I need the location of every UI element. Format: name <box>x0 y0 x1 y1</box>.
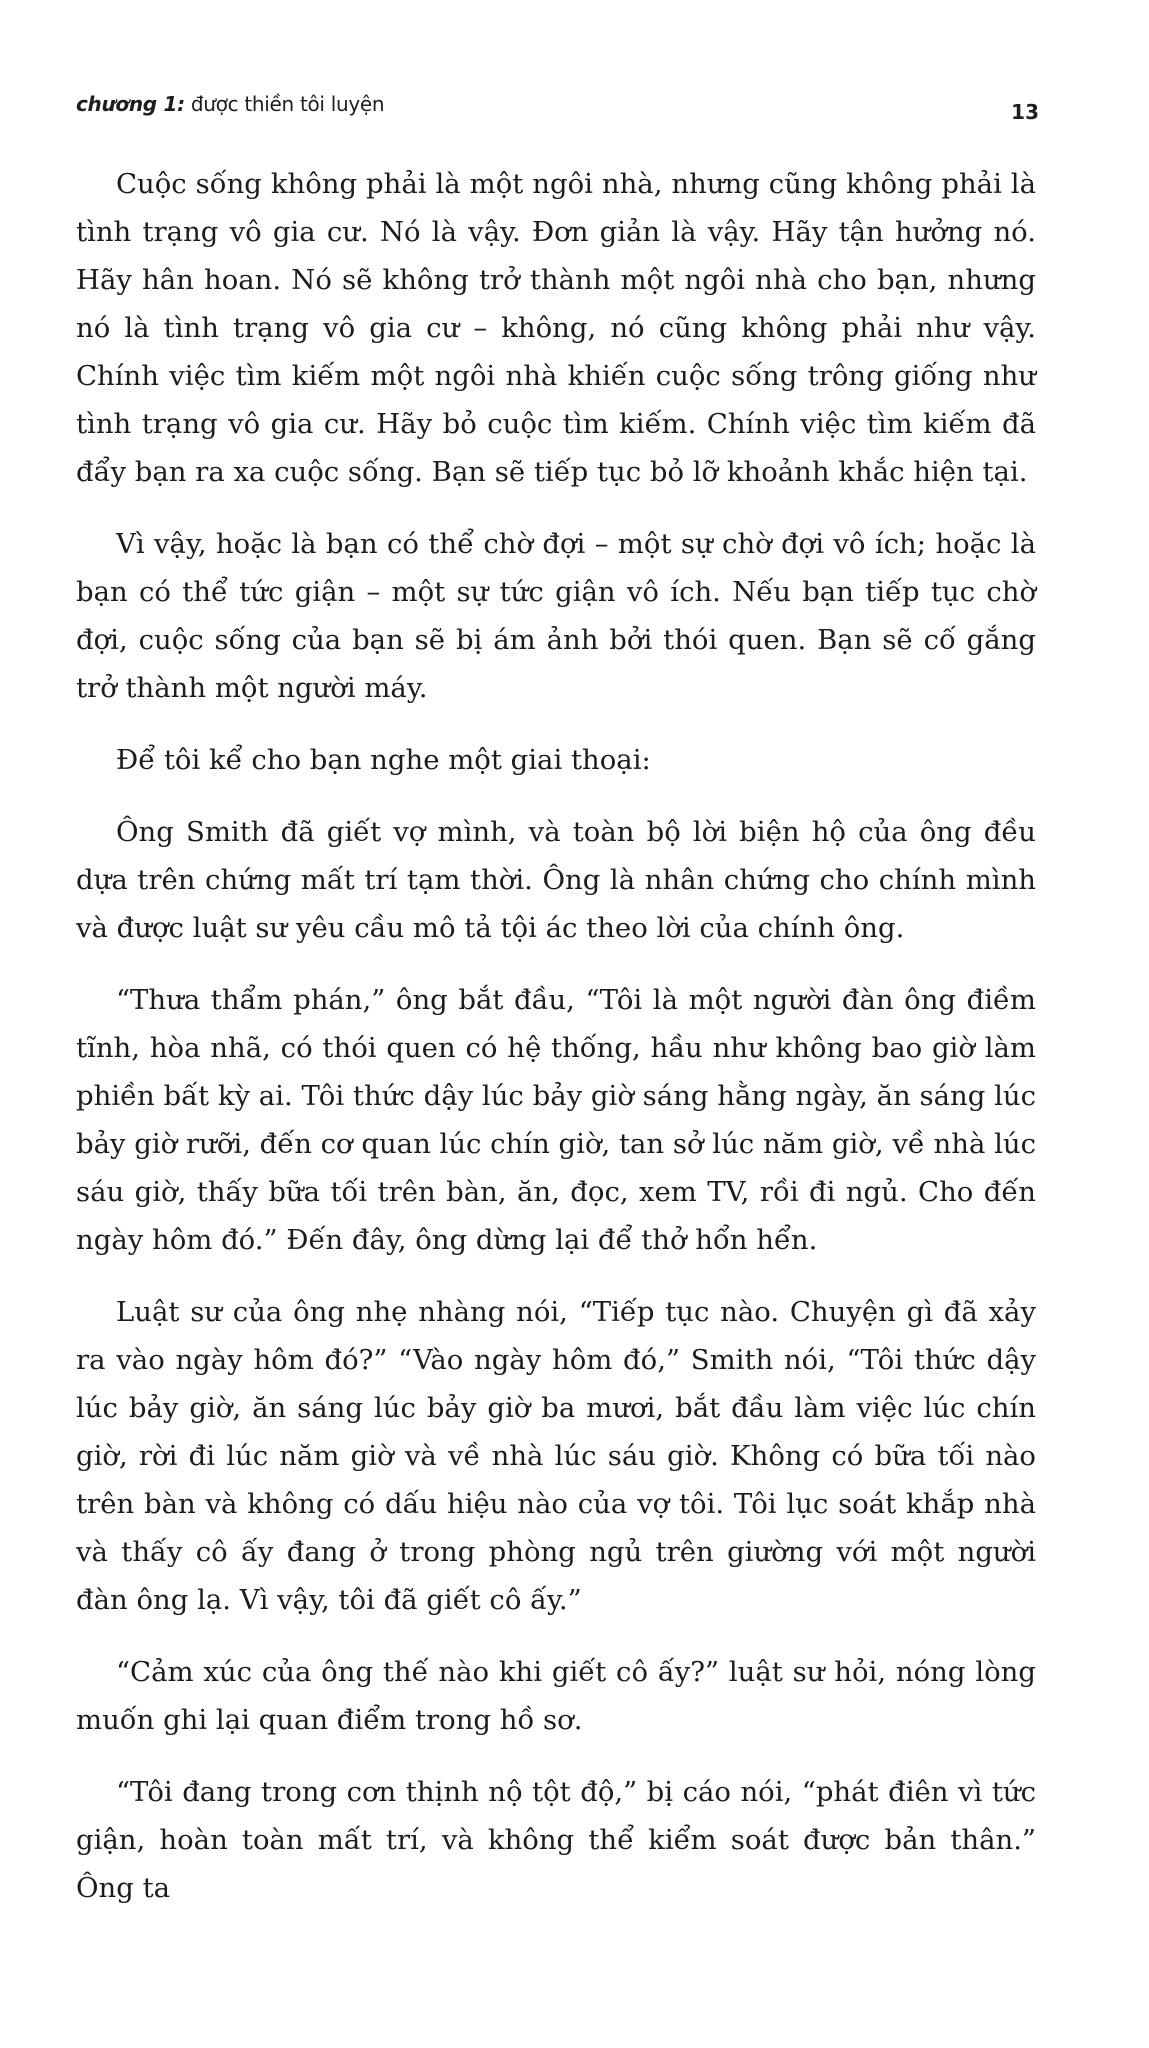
paragraph: Luật sư của ông nhẹ nhàng nói, “Tiếp tục nào. Chuyện gì đã xảy ra vào ngày hôm đó?” “Vào ngày hôm đó,” Smith nói, “Tôi thức dậy lúc bảy giờ, ăn sáng lúc bảy giờ ba mươi, bắt đầu làm việc lúc chín giờ, rời đi lúc năm giờ và về nhà lúc sáu giờ. Không có bữa tối nào trên bàn và không có dấu hiệu nào của vợ tôi. Tôi lục soát khắp nhà và thấy cô ấy đang ở trong phòng ngủ trên giường với một người đàn ông lạ. Vì vậy, tôi đã giết cô ấy.” <box>76 1296 1036 1616</box>
paragraph: “Tôi đang trong cơn thịnh nộ tột độ,” bị cáo nói, “phát điên vì tức giận, hoàn toàn mất trí, và không thể kiểm soát được bản thân.” Ông ta <box>76 1776 1036 1904</box>
paragraph: Cuộc sống không phải là một ngôi nhà, nhưng cũng không phải là tình trạng vô gia cư. Nó là vậy. Đơn giản là vậy. Hãy tận hưởng nó. Hãy hân hoan. Nó sẽ không trở thành một ngôi nhà cho bạn, nhưng nó là tình trạng vô gia cư – không, nó cũng không phải như vậy. Chính việc tìm kiếm một ngôi nhà khiến cuộc sống trông giống như tình trạng vô gia cư. Hãy bỏ cuộc tìm kiếm. Chính việc tìm kiếm đã đẩy bạn ra xa cuộc sống. Bạn sẽ tiếp tục bỏ lỡ khoảnh khắc hiện tại. <box>76 168 1036 488</box>
chapter-label: chương 1: <box>76 92 185 116</box>
paragraph: “Thưa thẩm phán,” ông bắt đầu, “Tôi là một người đàn ông điềm tĩnh, hòa nhã, có thói quen có hệ thống, hầu như không bao giờ làm phiền bất kỳ ai. Tôi thức dậy lúc bảy giờ sáng hằng ngày, ăn sáng lúc bảy giờ rưỡi, đến cơ quan lúc chín giờ, tan sở lúc năm giờ, về nhà lúc sáu giờ, thấy bữa tối trên bàn, ăn, đọc, xem TV, rồi đi ngủ. Cho đến ngày hôm đó.” Đến đây, ông dừng lại để thở hổn hển. <box>76 984 1036 1256</box>
running-head <box>76 92 384 116</box>
body-text <box>76 160 1036 1936</box>
chapter-title: được thiền tôi luyện <box>190 92 385 116</box>
paragraph: Vì vậy, hoặc là bạn có thể chờ đợi – một sự chờ đợi vô ích; hoặc là bạn có thể tức giận – một sự tức giận vô ích. Nếu bạn tiếp tục chờ đợi, cuộc sống của bạn sẽ bị ám ảnh bởi thói quen. Bạn sẽ cố gắng trở thành một người máy. <box>76 528 1036 704</box>
paragraph: Ông Smith đã giết vợ mình, và toàn bộ lời biện hộ của ông đều dựa trên chứng mất trí tạm thời. Ông là nhân chứng cho chính mình và được luật sư yêu cầu mô tả tội ác theo lời của chính ông. <box>76 816 1036 944</box>
paragraph: “Cảm xúc của ông thế nào khi giết cô ấy?” luật sư hỏi, nóng lòng muốn ghi lại quan điểm trong hồ sơ. <box>76 1656 1036 1736</box>
paragraph: Để tôi kể cho bạn nghe một giai thoại: <box>116 744 651 776</box>
page-number: 13 <box>1011 100 1039 124</box>
